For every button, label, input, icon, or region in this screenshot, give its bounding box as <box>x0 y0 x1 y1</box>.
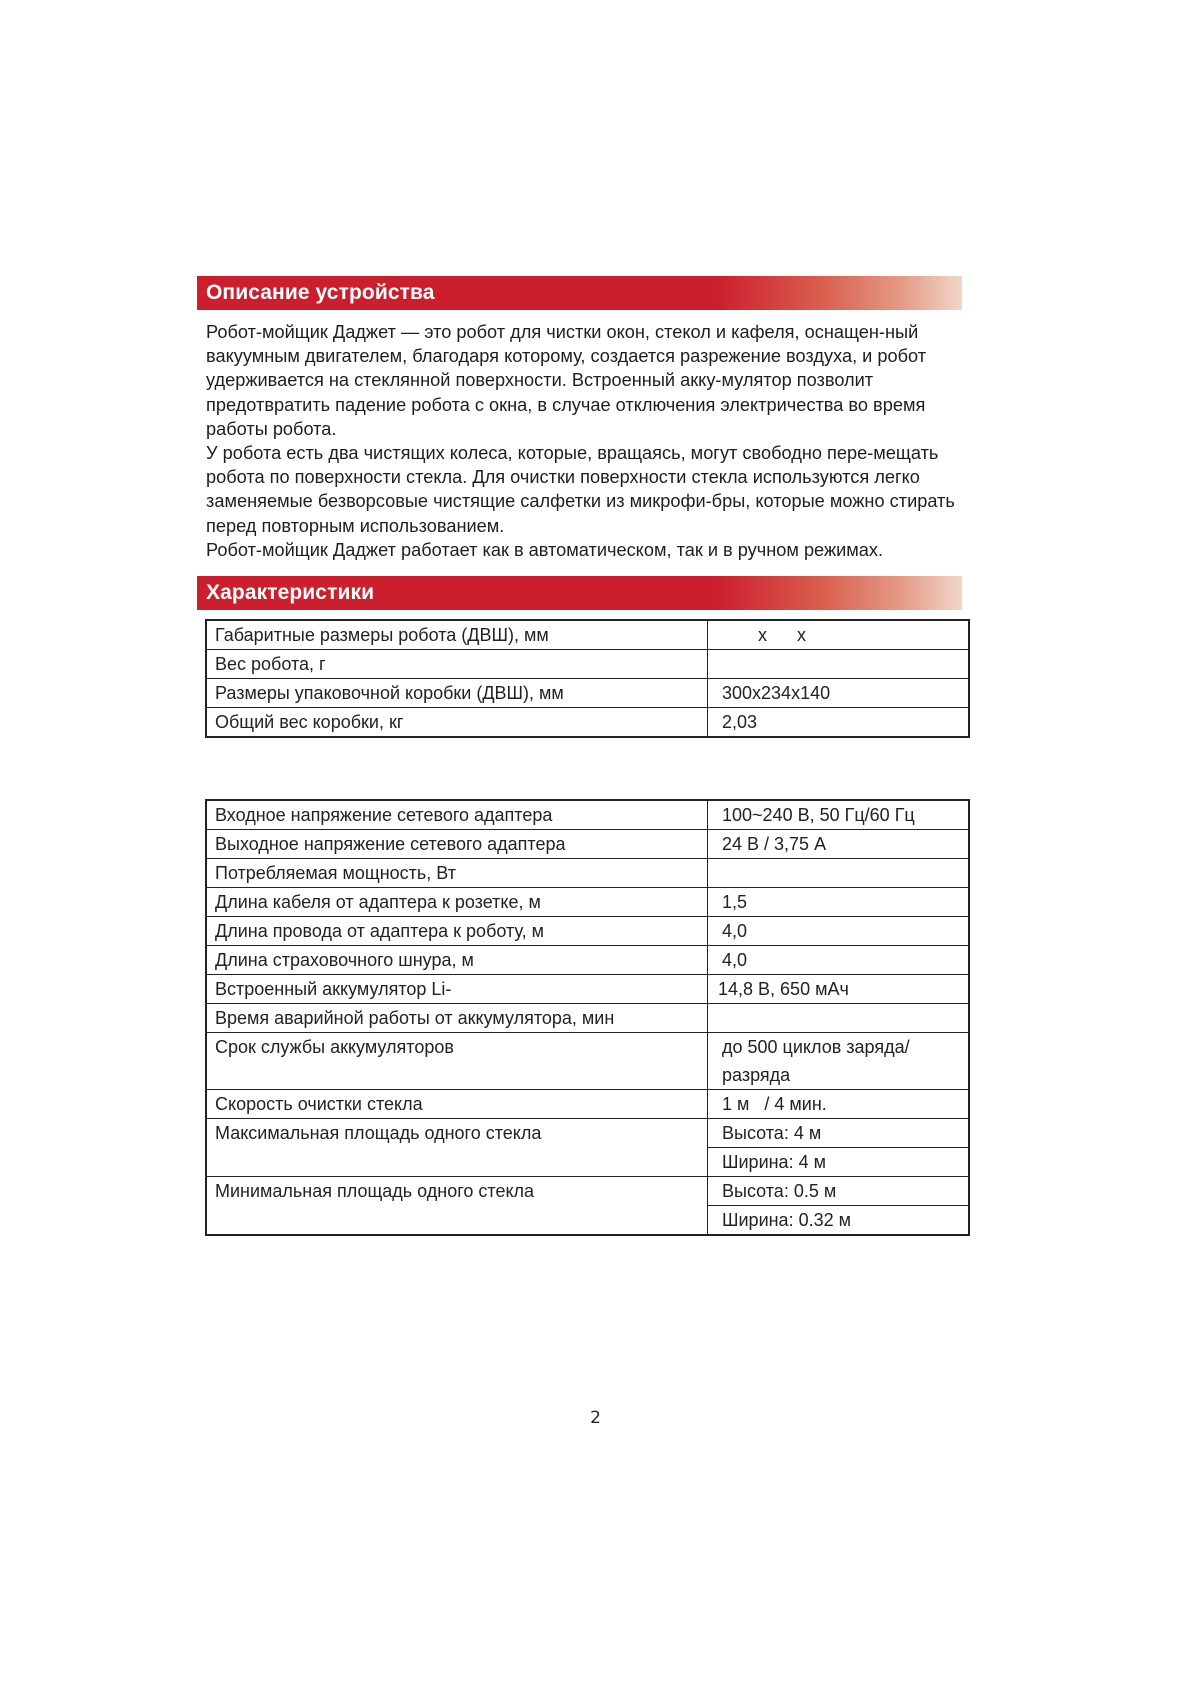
description-text <box>206 320 966 562</box>
table-row <box>206 1177 969 1206</box>
table-row <box>206 620 969 650</box>
table-row <box>206 1090 969 1119</box>
spec-value: 100~240 В, 50 Гц/60 Гц <box>708 800 970 830</box>
table-row <box>206 708 969 738</box>
description-paragraph: Робот-мойщик Даджет работает как в автоматическом, так и в ручном режимах. <box>206 539 884 560</box>
spec-label: Размеры упаковочной коробки (ДВШ), мм <box>206 679 708 708</box>
spec-label: Длина провода от адаптера к роботу, м <box>206 917 708 946</box>
spec-label: Максимальная площадь одного стекла <box>206 1119 708 1177</box>
table-row <box>206 1033 969 1062</box>
spec-value <box>708 859 970 888</box>
spec-value: Высота: 4 м <box>708 1119 970 1148</box>
spec-label: Минимальная площадь одного стекла <box>206 1177 708 1236</box>
table-row <box>206 1119 969 1148</box>
table-row <box>206 946 969 975</box>
spec-value: 1,5 <box>708 888 970 917</box>
spec-value: Ширина: 4 м <box>708 1148 970 1177</box>
section-header-description: Описание устройства <box>197 276 962 310</box>
spec-value <box>708 650 970 679</box>
spec-label: Встроенный аккумулятор Li- <box>206 975 708 1004</box>
spec-value: 300x234x140 <box>708 679 970 708</box>
spec-label: Входное напряжение сетевого адаптера <box>206 800 708 830</box>
spec-value: до 500 циклов заряда/ <box>708 1033 970 1062</box>
page-number: 2 <box>590 1408 601 1428</box>
spec-label: Длина страховочного шнура, м <box>206 946 708 975</box>
table-row <box>206 679 969 708</box>
spec-value: Высота: 0.5 м <box>708 1177 970 1206</box>
spec-label: Выходное напряжение сетевого адаптера <box>206 830 708 859</box>
spec-value: x x <box>708 620 970 650</box>
spec-value <box>708 1004 970 1033</box>
spec-label: Срок службы аккумуляторов <box>206 1033 708 1090</box>
table-row <box>206 975 969 1004</box>
description-paragraph: Робот-мойщик Даджет — это робот для чистки окон, стекол и кафеля, оснащен-ный вакуумным двигателем, благодаря которому, создается разрежение воздуха, и робот удерживается на стеклянной поверхности. Встроенный акку-мулятор позволит предотвратить падение робота с окна, в случае отключения электричества во время работы робота. <box>206 322 927 439</box>
specs-table-electrical <box>205 799 970 1236</box>
table-row <box>206 800 969 830</box>
table-row <box>206 1004 969 1033</box>
spec-value: 4,0 <box>708 917 970 946</box>
spec-value: 1 м / 4 мин. <box>708 1090 970 1119</box>
spec-value: Ширина: 0.32 м <box>708 1206 970 1236</box>
description-paragraph: У робота есть два чистящих колеса, которые, вращаясь, могут свободно пере-мещать робота по поверхности стекла. Для очистки поверхности стекла используются легко заменяемые безворсовые чистящие салфетки из микрофи-бры, которые можно стирать перед повторным использованием. <box>206 443 955 536</box>
spec-value: 14,8 В, 650 мАч <box>708 975 970 1004</box>
spec-value-continued: разряда <box>708 1061 970 1090</box>
spec-label: Время аварийной работы от аккумулятора, мин <box>206 1004 708 1033</box>
table-row <box>206 917 969 946</box>
spec-label: Вес робота, г <box>206 650 708 679</box>
spec-value: 24 В / 3,75 А <box>708 830 970 859</box>
table-row <box>206 888 969 917</box>
spec-label: Скорость очистки стекла <box>206 1090 708 1119</box>
spec-label: Потребляемая мощность, Вт <box>206 859 708 888</box>
table-row <box>206 859 969 888</box>
table-row <box>206 830 969 859</box>
spec-label: Общий вес коробки, кг <box>206 708 708 738</box>
table-row <box>206 650 969 679</box>
spec-value: 4,0 <box>708 946 970 975</box>
spec-label: Габаритные размеры робота (ДВШ), мм <box>206 620 708 650</box>
section-header-specs: Характеристики <box>197 576 962 610</box>
spec-value: 2,03 <box>708 708 970 738</box>
specs-table-dimensions <box>205 619 970 738</box>
spec-label: Длина кабеля от адаптера к розетке, м <box>206 888 708 917</box>
